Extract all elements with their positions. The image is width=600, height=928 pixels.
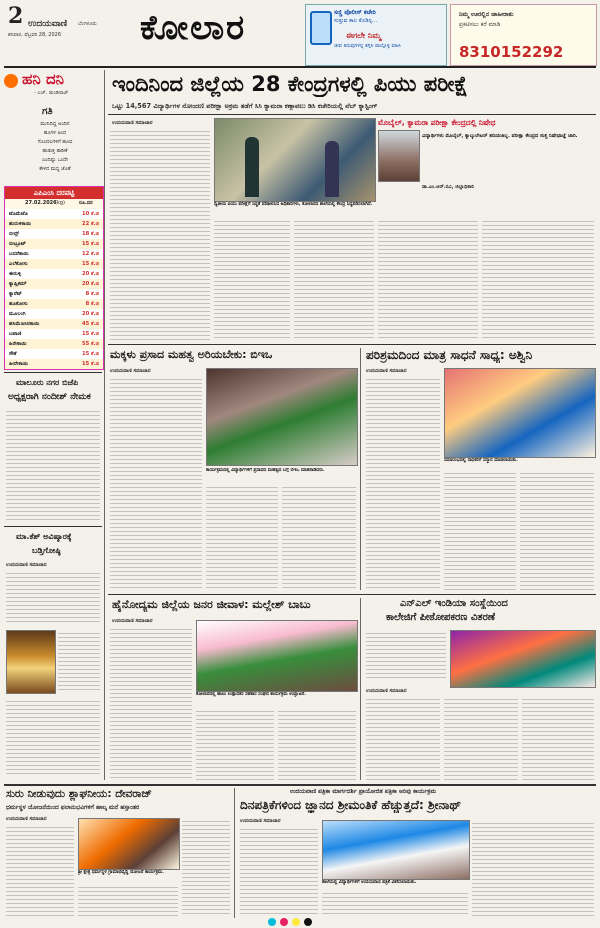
rate-item: ಬಟಾಣಿ — [9, 331, 22, 337]
phone-icon — [310, 11, 332, 45]
rate-item: ಸೌತೆ — [9, 351, 17, 357]
rate-row — [5, 259, 103, 269]
mid-right-headline: ಪರಿಶ್ರಮದಿಂದ ಮಾತ್ರ ಸಾಧನೆ ಸಾಧ್ಯ: ಅಶ್ವಿನಿ — [366, 348, 533, 362]
registration-dot-cyan — [268, 918, 276, 926]
rate-price: 15 ಕೆ.ಜಿ — [81, 261, 99, 267]
rate-item: ಹಸಿಮೆಣಸಿನಕಾಯಿ — [9, 321, 40, 327]
lead-col3-body — [294, 218, 374, 340]
mid-right-col3 — [520, 470, 594, 590]
lower-left-photo — [196, 620, 358, 692]
rates-cat: ರೂ.ದರ — [79, 200, 93, 206]
mid-right-caption: ಸಮಾರಂಭದಲ್ಲಿ ಸಾಧಕರಿಗೆ ಸನ್ಮಾನ ಮಾಡಲಾಯಿತು. — [444, 458, 518, 463]
mid-right-byline: ಉದಯವಾಣಿ ಸಮಾಚಾರ — [366, 368, 407, 374]
mid-right-col1 — [366, 376, 440, 590]
poem-line: ಕೇಳಿದ ಮಧ್ಯ ಜೊತೆ — [39, 166, 71, 172]
rate-item: ಹೂಕೋಸು — [9, 301, 28, 307]
lead-byline: ಉದಯವಾಣಿ ಸಮಾಚಾರ — [112, 120, 153, 126]
brand-title: ಹನಿ ದನಿ — [22, 70, 64, 88]
rate-row — [5, 219, 103, 229]
lower-right-col3 — [444, 696, 518, 780]
bottom-right-photo — [322, 820, 470, 880]
rate-item: ಹಿರೇಕಾಯಿ — [9, 341, 27, 347]
poem-body — [8, 120, 102, 174]
rate-price: 15 ಕೆ.ಜಿ — [81, 351, 99, 357]
rate-item: ಬೀನ್ಸ್ — [9, 231, 20, 237]
rate-row — [5, 359, 103, 369]
rate-price: 15 ಕೆ.ಜಿ — [81, 331, 99, 337]
mid-bottom-rule — [108, 594, 596, 595]
rate-item: ಹೀರೇಕಾಯಿ — [9, 361, 29, 367]
lower-right-col2 — [366, 696, 440, 780]
rate-price: 8 ಕೆ.ಜಿ — [85, 291, 99, 297]
ad1-line4: ಜೀವ ತಿರುವುಗಳನ್ನ ತಗ್ಗಿಸಿ ಪಾಲ್ಗೊಳ್ಳಿ ವಹಿಸಿ — [334, 43, 401, 49]
rate-row — [5, 329, 103, 339]
photo-person — [325, 141, 339, 197]
bottom-right-byline: ಉದಯವಾಣಿ ಸಮಾಚಾರ — [240, 818, 281, 824]
bottom-left-photo — [78, 818, 180, 870]
ad2-phone: 8310152292 — [459, 43, 564, 61]
poem-line: ಗೊಂದಲಗಳಿಗೆ ಹೂವ — [37, 139, 73, 145]
mid-left-col1 — [110, 376, 202, 590]
rate-price: 15 ಕೆ.ಜಿ — [81, 361, 99, 367]
lower-right-col1 — [366, 630, 446, 680]
lower-right-headline-2: ಕಾಲೇಜಿಗೆ ಪೀಠೋಪಕರಣ ವಿತರಣೆ — [386, 612, 496, 623]
registration-dot-black — [304, 918, 312, 926]
rate-item: ಎಲೆಕೋಸು — [9, 261, 28, 267]
mid-left-col2 — [206, 484, 278, 590]
lead-col5-body — [482, 218, 594, 340]
brand-logo-icon — [4, 74, 18, 88]
mid-left-byline: ಉದಯವಾಣಿ ಸಮಾಚಾರ — [110, 368, 151, 374]
ad1-line3: ಈಗಲೇ ನಿಮ್ಮ — [346, 31, 382, 40]
registration-dot-yellow — [292, 918, 300, 926]
lower-left-caption: ಕೋಲಾರದಲ್ಲಿ ಹಾಲು ಉತ್ಪಾದಕರ ಸಹಕಾರ ಸಂಘದ ಕಾರ್ಯಕ್ರಮ ಉದ್ಘಾಟನೆ. — [196, 692, 306, 697]
lower-right-headline-1: ಎನ್‌ಎಲ್ ಇಂಡಿಯಾ ಸಂಸ್ಥೆಯಿಂದ — [400, 598, 508, 609]
rate-item: ಕ್ಯಾರೆಟ್ — [9, 291, 22, 297]
rates-title: ಎಪಿಎಂಸಿ ದರಪಟ್ಟಿ — [5, 187, 103, 199]
rate-price: 55 ಕೆ.ಜಿ — [81, 341, 99, 347]
lower-right-col4 — [522, 696, 594, 780]
mid-left-caption: ಕಾರ್ಯಕ್ರಮದಲ್ಲಿ ವಿದ್ಯಾರ್ಥಿಗಳಿಗೆ ಪ್ರಸಾದದ ಮಹತ್ವದ ಬಗ್ಗೆ ಬಿಇಒ ಮಾತನಾಡಿದರು. — [206, 468, 325, 473]
rate-item: ಮೂಲಂಗಿ — [9, 311, 26, 317]
rate-price: 20 ಕೆ.ಜಿ — [81, 281, 99, 287]
rate-row — [5, 299, 103, 309]
paper-name: ಉದಯವಾಣಿ — [28, 19, 68, 29]
bottom-left-col3 — [182, 818, 230, 916]
lead-sidebar — [378, 118, 596, 214]
lead-photo — [214, 118, 376, 202]
lead-sidebar-headline: ಮೊಬೈಲ್, ಕ್ಯಾಮರಾ ಪರೀಕ್ಷಾ ಕೇಂದ್ರದಲ್ಲಿ ನಿಷೇಧ — [378, 118, 496, 127]
mid-right-col2 — [444, 470, 516, 590]
poem-title: ಗತಿ — [42, 106, 53, 117]
bottom-right-caption: ಶಾಲೆಯಲ್ಲಿ ವಿದ್ಯಾರ್ಥಿಗಳಿಗೆ ಉದಯವಾಣಿ ಪತ್ರಿಕೆ ವಿತರಿಸಲಾಯಿತು. — [322, 880, 417, 885]
bottom-left-byline: ಉದಯವಾಣಿ ಸಮಾಚಾರ — [6, 816, 47, 822]
bottom-right-kicker: ಉದಯವಾಣಿ ಪತ್ರಿಕಾ ಮಾರ್ಗದರ್ಶಿ ಪ್ರಾಯೋಜಿತ ಪತ್ರಿಕಾ ಅರಿವು ಕಾರ್ಯಕ್ರಮ — [290, 788, 437, 795]
story2-headline-2: ಬಡ್ತಿಗೋಷ್ಠಿ — [32, 546, 61, 555]
poem-line: ಮುನಿದಿದ್ದ ಅಂದಿನ — [40, 121, 70, 127]
rate-item: ಬೀಟ್ರೂಟ್ — [9, 241, 26, 247]
rate-price: 8 ಕೆ.ಜಿ — [85, 301, 99, 307]
rate-item: ಬದನೆಕಾಯಿ — [9, 251, 29, 257]
rate-row — [5, 249, 103, 259]
poem-line: ಎಂದಿಷ್ಟು ಒಂದೇ — [41, 157, 69, 163]
ad-box-2 — [450, 4, 597, 66]
lower-right-photo — [450, 630, 596, 688]
mid-left-col3 — [282, 484, 356, 590]
lead-bottom-rule — [108, 344, 596, 345]
rate-item: ಈರುಳ್ಳಿ — [9, 271, 22, 277]
date-line: ಶನಿವಾರ, ಫೆಬ್ರವರಿ 28, 2026 — [8, 32, 62, 38]
rate-row — [5, 309, 103, 319]
rate-price: 10 ಕೆ.ಜಿ — [81, 211, 99, 217]
page-number: 2 — [8, 3, 24, 29]
lower-divider — [360, 598, 361, 780]
lead-col1-body — [110, 128, 210, 340]
story1-kicker: ಮಾಲೂರು ನಗರ ಬಿಜೆಪಿ — [16, 378, 79, 387]
rate-price: 22 ಕೆ.ಜಿ — [81, 221, 99, 227]
left-column-divider — [104, 70, 105, 780]
ad1-line1: ಸಣ್ಣಿ ಪೊಲೀಸ್ ಕಚೇರಿ — [334, 9, 376, 16]
section-title: ಕೋಲಾರ — [140, 8, 247, 48]
rate-price: 20 ಕೆ.ಜಿ — [81, 271, 99, 277]
rate-price: 15 ಕೆ.ಜಿ — [81, 241, 99, 247]
lower-left-headline: ಹೈನೋದ್ಯಮ ಜಿಲ್ಲೆಯ ಜನರ ಜೀವಾಳ: ಮಲ್ಲೇಶ್ ಬಾಬು — [112, 598, 311, 611]
ad2-line1: ನಿಮ್ಮ ಊರಲ್ಲಿನ ಜಾಹೀರಾತು — [459, 11, 514, 18]
rate-item: ಟೊಮೆಟೊ — [9, 211, 28, 217]
mid-divider — [360, 348, 361, 590]
ad2-line2: ಪ್ರಕಟಿಸಲು ಕರೆ ಮಾಡಿ — [459, 21, 501, 28]
poem-line: ಹುಡುಕ್ತ ತಾರೀಕೆ — [42, 148, 68, 154]
rates-table — [4, 186, 104, 370]
rate-item: ಹುರುಳಿಕಾಯಿ — [9, 221, 32, 227]
bottom-left-col1 — [6, 824, 74, 916]
brand-sub: - ಎಚ್. ಡುಂಡಿರಾಜ್ — [34, 90, 69, 96]
lead-headline: ಇಂದಿನಿಂದ ಜಿಲ್ಲೆಯ 28 ಕೇಂದ್ರಗಳಲ್ಲಿ ಪಿಯು ಪರೀಕ್ಷೆ — [112, 72, 468, 96]
photo-person — [245, 137, 259, 197]
lead-sidebar-quote: ವಿದ್ಯಾರ್ಥಿಗಳು ಮೊಬೈಲ್, ಕ್ಯಾಲ್ಕುಲೇಟರ್ ತರುವಂತಿಲ್ಲ. ಪರೀಕ್ಷಾ ಕೇಂದ್ರದ ಸುತ್ತ ನಿಷೇಧಾಜ್ಞೆ ಜಾರಿ. — [422, 133, 578, 139]
masthead-rule — [4, 66, 596, 68]
temple-photo — [6, 630, 56, 694]
rate-row — [5, 269, 103, 279]
poem-line: ಹೂಗಳ ಅಂದ — [43, 130, 67, 136]
rate-row — [5, 239, 103, 249]
bottom-right-headline: ದಿನಪತ್ರಿಕೆಗಳಿಂದ ಜ್ಞಾನದ ಶ್ರೀಮಂತಿಕೆ ಹೆಚ್ಚುತ್ತದೆ: ಶ್ರೀನಾಥ್ — [240, 798, 462, 812]
official-photo — [378, 130, 420, 182]
bottom-right-col2 — [322, 890, 468, 916]
bottom-left-subhead: ಧರ್ಮಸ್ಥಳ ಯೋಜನೆಯಿಂದ ಫಲಾನುಭವಿಗಳಿಗೆ ಹಾಲ್ಕ ಮನೆ ಹಸ್ತಾಂತರ — [6, 804, 140, 811]
story1-body — [6, 408, 100, 520]
rate-row — [5, 279, 103, 289]
mid-left-photo — [206, 368, 358, 466]
rate-price: 12 ಕೆ.ಜಿ — [81, 251, 99, 257]
rate-row — [5, 289, 103, 299]
rate-row — [5, 209, 103, 219]
edition: ಬೆಂಗಳೂರು — [78, 21, 97, 27]
story2-headline-1: ಮಾ.ಕೆಶ್ ಅವಿಷ್ಕಾರಕ್ಕೆ — [16, 532, 72, 541]
bottom-right-col1 — [240, 826, 318, 916]
lead-sidebar-footer: ಡಾ.ಎಂ.ಆರ್.ರವಿ, ಜಿಲ್ಲಾಧಿಕಾರಿ — [422, 184, 474, 190]
lower-left-col2 — [196, 708, 274, 780]
lead-col4-body — [378, 218, 478, 340]
story2-byline: ಉದಯವಾಣಿ ಸಮಾಚಾರ — [6, 562, 47, 568]
lower-left-col3 — [278, 708, 356, 780]
story2-body-a — [6, 570, 100, 624]
bottom-left-col2 — [78, 884, 178, 916]
registration-dot-magenta — [280, 918, 288, 926]
bottom-right-col3 — [472, 820, 594, 916]
story2-body-c — [6, 698, 100, 776]
lead-rule — [108, 114, 596, 115]
story1-headline: ಅಧ್ಯಕ್ಷರಾಗಿ ನಂದೀಶ್ ನೇಮಕ — [8, 392, 91, 402]
lead-photo-caption: ದ್ವಿತೀಯ ಪಿಯು ಪರೀಕ್ಷೆಗೆ ಸಿದ್ಧತೆ ಪರಿಶೀಲಿಸಿದ ಅಧಿಕಾರಿಗಳು, ಕೋಲಾರದ ಶಾಲೆಯಲ್ಲಿ ಕೇಂದ್ರ ಸಿದ್ಧಪಡಿಸಲಾಗಿದೆ. — [214, 202, 373, 207]
lead-subhead: ಒಟ್ಟು 14,567 ವಿದ್ಯಾರ್ಥಿಗಳ ನೋಂದಣಿ ಪರೀಕ್ಷಾ ಅಕ್ರಮ ತಡೆಗೆ ಸಿಸಿ ಕ್ಯಾಮರಾ ಕಣ್ಗಾವಲು ಡಿಸಿ ಕಚೇರಿಯಲ್ಲಿ ವೆಬ್ ಕ್ಯಾಸ್ಟಿಂಗ್ — [112, 102, 378, 110]
lower-right-byline: ಉದಯವಾಣಿ ಸಮಾಚಾರ — [366, 688, 407, 694]
brand-box — [4, 70, 102, 102]
rate-price: 20 ಕೆ.ಜಿ — [81, 311, 99, 317]
lead-col2-body — [214, 218, 290, 340]
rates-date: 27.02.2026 — [25, 200, 57, 206]
ad1-line2: ಸುತ್ತುವ ಕಾಲ ಕೊಡಿಸ್ಸ... — [334, 18, 378, 24]
mid-right-photo — [444, 368, 596, 458]
left-rule-2 — [4, 526, 102, 527]
lower-left-byline: ಉದಯವಾಣಿ ಸಮಾಚಾರ — [112, 618, 153, 624]
ad-box-1 — [305, 4, 447, 66]
bottom-left-headline: ಸುರು ನೀಡುವುದು ಶ್ಲಾಘನೀಯ: ದೇವರಾಜ್ — [6, 788, 152, 800]
lower-left-col1 — [110, 626, 192, 780]
rate-row — [5, 229, 103, 239]
rate-price: 45 ಕೆ.ಜಿ — [81, 321, 99, 327]
rate-row — [5, 349, 103, 359]
bottom-divider — [234, 788, 235, 918]
bottom-left-caption: ಶ್ರೀ ಕ್ಷೇತ್ರ ಧರ್ಮಸ್ಥಳ ಗ್ರಾಮಾಭಿವೃದ್ಧಿ ಯೋಜನೆ ಕಾರ್ಯಕ್ರಮ. — [78, 870, 164, 875]
mid-left-headline: ಮಕ್ಕಳು ಪ್ರಸಾದ ಮಹತ್ವ ಅರಿಯಬೇಕು: ಬಿಇಒ — [110, 348, 273, 361]
left-rule-1 — [4, 372, 102, 373]
lower-bottom-rule — [4, 784, 596, 786]
rates-unit: (kg) — [55, 200, 65, 206]
rate-price: 18 ಕೆ.ಜಿ — [81, 231, 99, 237]
rate-row — [5, 339, 103, 349]
rate-row — [5, 319, 103, 329]
story2-body-b — [58, 630, 100, 692]
rate-item: ಕ್ಯಾಪ್ಸಿಕಮ್ — [9, 281, 27, 287]
